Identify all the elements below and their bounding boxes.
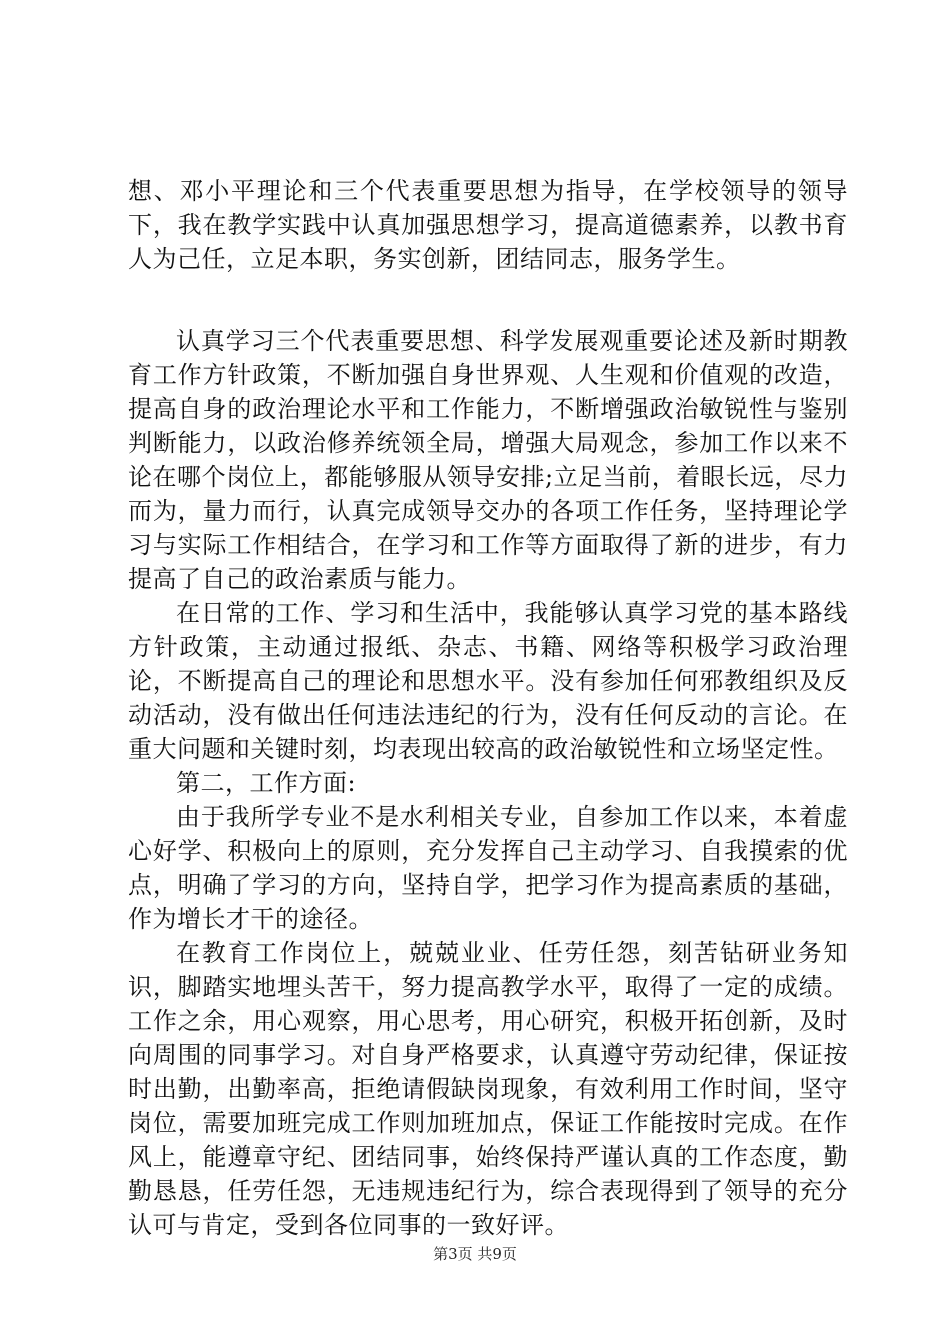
page-number-footer: 第3页 共9页 [433, 1245, 517, 1263]
paragraph-continued: 想、邓小平理论和三个代表重要思想为指导，在学校领导的领导下，我在教学实践中认真加强思想学习，提高道德素养，以教书育人为己任，立足本职，务实创新，团结同志，服务学生。 [128, 177, 848, 273]
section-heading: 第二，工作方面: [176, 769, 357, 797]
paragraph: 由于我所学专业不是水利相关专业，自参加工作以来，本着虚心好学、积极向上的原则，充分发挥自己主动学习、自我摸索的优点，明确了学习的方向，坚持自学，把学习作为提高素质的基础，作为增长才干的途径。 [128, 803, 848, 933]
paragraph: 在教育工作岗位上，兢兢业业、任劳任怨，刻苦钻研业务知识，脚踏实地埋头苦干，努力提高教学水平，取得了一定的成绩。工作之余，用心观察，用心思考，用心研究，积极开拓创新，及时向周围的同事学习。对自身严格要求，认真遵守劳动纪律，保证按时出勤，出勤率高，拒绝请假缺岗现象，有效利用工作时间，坚守岗位，需要加班完成工作则加班加点，保证工作能按时完成。在作风上，能遵章守纪、团结同事，始终保持严谨认真的工作态度，勤勤恳恳，任劳任怨，无违规违纪行为，综合表现得到了领导的充分认可与肯定，受到各位同事的一致好评。 [128, 939, 848, 1239]
paragraph: 认真学习三个代表重要思想、科学发展观重要论述及新时期教育工作方针政策，不断加强自身世界观、人生观和价值观的改造，提高自身的政治理论水平和工作能力，不断增强政治敏锐性与鉴别判断能力，以政治修养统领全局，增强大局观念，参加工作以来不论在哪个岗位上，都能够服从领导安排;立足当前，着眼长远，尽力而为，量力而行，认真完成领导交办的各项工作任务，坚持理论学习与实际工作相结合，在学习和工作等方面取得了新的进步，有力提高了自己的政治素质与能力。 [128, 327, 848, 593]
paragraph-spacer [128, 276, 848, 324]
paragraph: 在日常的工作、学习和生活中，我能够认真学习党的基本路线方针政策，主动通过报纸、杂志、书籍、网络等积极学习政治理论，不断提高自己的理论和思想水平。没有参加任何邪教组织及反动活动，没有做出任何违法违纪的行为，没有任何反动的言论。在重大问题和关键时刻，均表现出较高的政治敏锐性和立场坚定性。 [128, 599, 848, 763]
document-body [128, 174, 848, 1242]
